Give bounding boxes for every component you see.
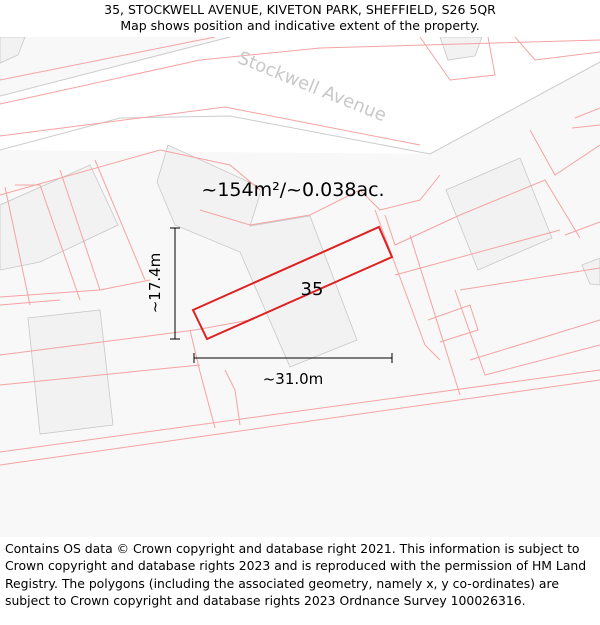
building — [28, 310, 113, 434]
height-label: ~17.4m — [146, 252, 164, 314]
width-label: ~31.0m — [262, 370, 324, 388]
plot-number-label: 35 — [300, 279, 324, 300]
map-header — [0, 0, 600, 37]
area-label: ~154m²/~0.038ac. — [201, 179, 385, 201]
property-address: 35, STOCKWELL AVENUE, KIVETON PARK, SHEFFIELD, S26 5QR — [104, 2, 496, 17]
copyright-notice: Contains OS data © Crown copyright and database right 2021. This information is subject to Crown copyright and database rights 2023 and is reproduced with the permission of HM Land Registry. The polygons (including the associated geometry, namely x, y co-ordinates) are subject to Crown copyright and database rights 2023 Ordnance Survey 100026316. — [5, 541, 587, 608]
map-subtitle: Map shows position and indicative extent of the property. — [120, 18, 480, 33]
map-canvas[interactable] — [0, 37, 600, 537]
street-label: Stockwell Avenue — [234, 47, 390, 127]
